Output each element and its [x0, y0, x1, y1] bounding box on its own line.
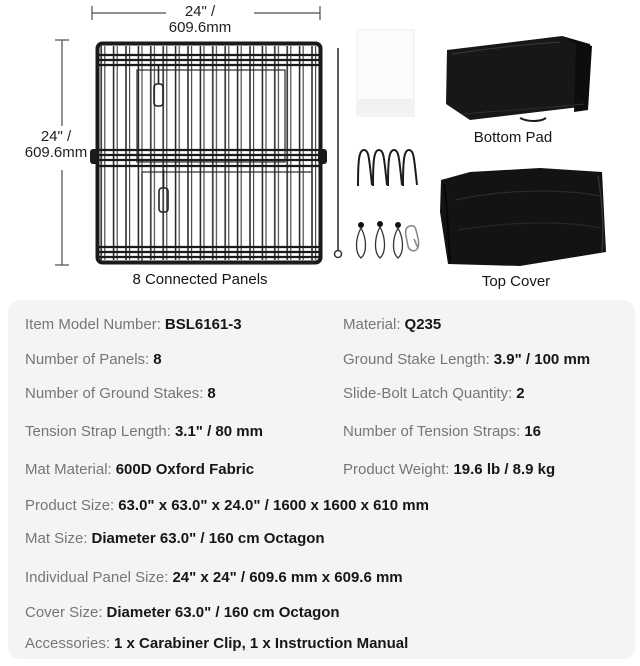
spec-item [25, 569, 403, 587]
bottom-pad-image [446, 36, 592, 121]
spec-label: Individual Panel Size: [25, 569, 169, 586]
spec-value: 600D Oxford Fabric [115, 461, 255, 478]
top-cover-caption: Top Cover [481, 273, 551, 290]
spec-label: Number of Panels: [25, 351, 150, 368]
spec-label: Tension Strap Length: [25, 423, 171, 440]
bottom-pad-caption: Bottom Pad [473, 129, 553, 146]
spec-value: 1 x Carabiner Clip, 1 x Instruction Manual [114, 635, 409, 652]
top-cover-image [440, 168, 606, 266]
spec-label: Ground Stake Length: [343, 351, 490, 368]
spec-value: 2 [516, 385, 525, 402]
spec-row [25, 423, 623, 441]
spec-item [343, 423, 541, 441]
spec-value: BSL6161-3 [164, 316, 242, 333]
spec-value: 16 [524, 423, 541, 440]
spec-value: 3.9" / 100 mm [493, 351, 591, 368]
spec-label: Cover Size: [25, 604, 103, 621]
carabiner-clip-icon [406, 226, 419, 251]
spec-label: Item Model Number: [25, 316, 161, 333]
spec-item [25, 497, 429, 515]
spec-row [25, 461, 623, 479]
spec-item [25, 385, 216, 403]
spec-label: Number of Ground Stakes: [25, 385, 204, 402]
spec-value: 8 [153, 351, 162, 368]
spec-item [25, 635, 408, 653]
spec-item [343, 385, 525, 403]
spec-value: Diameter 63.0" / 160 cm Octagon [106, 604, 340, 621]
spec-value: 19.6 lb / 8.9 kg [453, 461, 556, 478]
spec-panel [8, 300, 635, 659]
spec-item [25, 316, 242, 334]
spec-row [25, 351, 623, 369]
spec-row [25, 385, 623, 403]
spec-label: Slide-Bolt Latch Quantity: [343, 385, 513, 402]
spec-value: 3.1" / 80 mm [174, 423, 263, 440]
spec-value: Diameter 63.0" / 160 cm Octagon [91, 530, 325, 547]
spec-value: 63.0" x 63.0" x 24.0" / 1600 x 1600 x 610 mm [118, 497, 429, 514]
spec-item [343, 461, 555, 479]
spec-item [25, 423, 263, 441]
spec-label: Product Weight: [343, 461, 450, 478]
height-dimension-label: 24" / 609.6mm [24, 128, 88, 161]
spec-value: Q235 [404, 316, 442, 333]
connecting-rod-image [335, 48, 342, 258]
spec-label: Accessories: [25, 635, 111, 652]
spec-row [25, 316, 623, 334]
spec-row [25, 604, 623, 622]
spec-label: Mat Size: [25, 530, 88, 547]
spec-item [25, 604, 340, 622]
spec-value: 24" x 24" / 609.6 mm x 609.6 mm [172, 569, 403, 586]
spec-item [343, 316, 441, 334]
spec-row [25, 635, 623, 653]
panel-grid-image [90, 44, 327, 265]
spec-row [25, 497, 623, 515]
panel-caption: 8 Connected Panels [132, 271, 268, 288]
spec-item [25, 530, 325, 548]
spec-label: Material: [343, 316, 401, 333]
spec-item [343, 351, 590, 369]
tension-straps-image [357, 221, 403, 258]
instruction-manual-bag-image [357, 30, 414, 116]
spec-row [25, 569, 623, 587]
spec-label: Mat Material: [25, 461, 112, 478]
ground-stakes-image [358, 150, 417, 186]
spec-label: Number of Tension Straps: [343, 423, 521, 440]
spec-label: Product Size: [25, 497, 115, 514]
spec-item [25, 461, 254, 479]
spec-row [25, 530, 623, 548]
spec-item [25, 351, 162, 369]
spec-value: 8 [207, 385, 216, 402]
width-dimension-label: 24" / 609.6mm [168, 3, 232, 36]
